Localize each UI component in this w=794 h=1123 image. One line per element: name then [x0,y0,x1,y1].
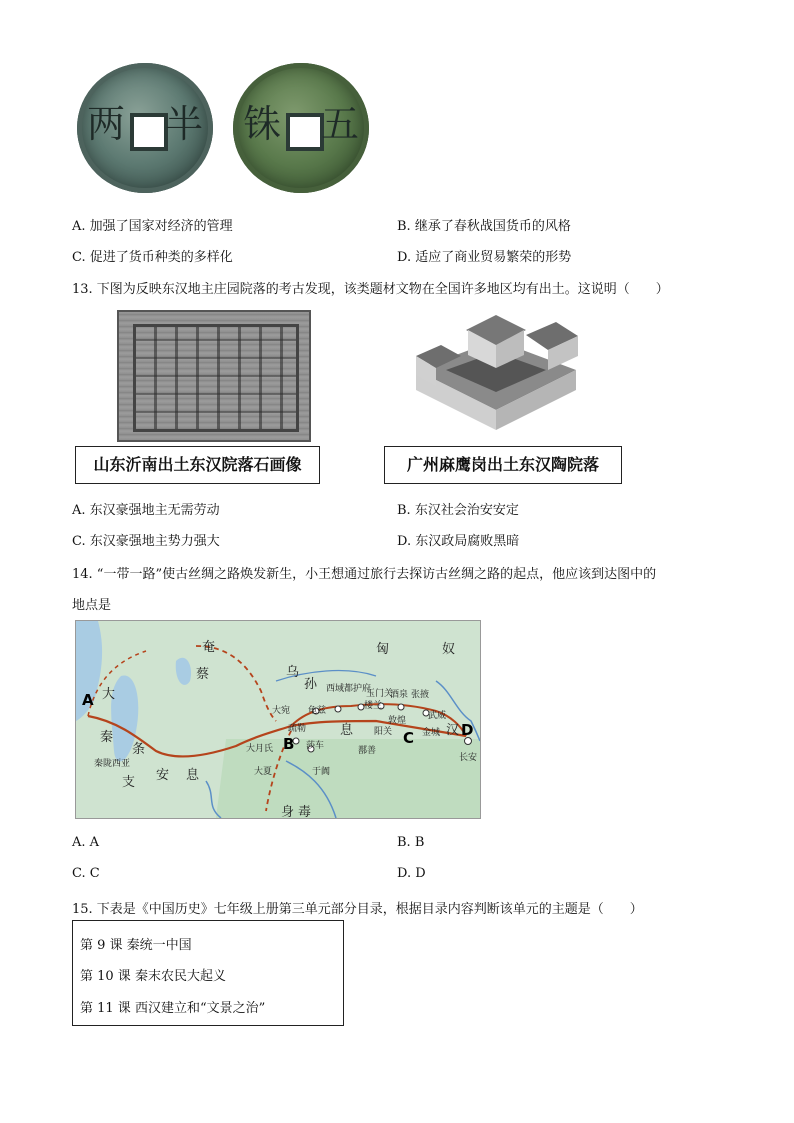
map-label-yumenguan: 玉门关 [366,689,394,699]
map-label-suoche: 莎车 [306,741,325,751]
q14-option-d[interactable]: D. D [397,866,426,881]
map-letter-b: B [283,735,295,753]
map-label-cai: 蔡 [196,667,210,682]
q14-stem-line2: 地点是 [72,598,112,613]
map-label-wu: 乌 [286,665,300,680]
map-label-zhi: 支 [122,775,136,790]
coin-char: 铢 [243,102,282,146]
q14-option-a[interactable]: A. A [72,835,100,850]
q15-stem: 15. 下表是《中国历史》七年级上册第三单元部分目录，根据目录内容判断该单元的主题是（ ） [72,902,643,917]
coin-char: 两 [87,102,126,146]
map-label-xiyu: 西域都护府 [326,684,372,694]
map-label-qiuci: 龟兹 [308,706,327,716]
banliang-coin-image [77,63,213,193]
map-label-jiuquan: 酒泉 [390,690,409,700]
toc-item: 第 11 课 西汉建立和“文景之治” [80,1001,266,1016]
map-letter-c: C [403,729,415,747]
map-label-shule: 疏勒 [288,724,307,734]
map-label-zhangye: 张掖 [411,690,430,700]
map-label-dawan: 大宛 [272,706,291,716]
q12-option-c[interactable]: C. 促进了货币种类的多样化 [72,250,233,265]
map-label-jincheng: 金城 [422,728,441,738]
map-letter-a: A [82,691,94,709]
map-label-xiong: 匈 [376,642,390,657]
map-label-dunhuang: 敦煌 [388,716,407,726]
silk-road-map [75,620,481,819]
q14-option-c[interactable]: C. C [72,866,100,881]
map-label-yangguan: 阳关 [374,727,393,737]
stone-relief-image [117,310,311,442]
map-label-qinlongxiya: 秦陇西亚 [94,759,131,769]
coin-char: 五 [320,102,359,146]
wuzhu-coin-image [233,63,369,193]
toc-item: 第 9 课 秦统一中国 [80,938,192,953]
map-label-shanshan: 鄯善 [358,746,377,756]
map-label-xi-anxi: 息 [186,768,200,783]
q12-option-d[interactable]: D. 适应了商业贸易繁荣的形势 [397,250,572,265]
toc-item: 第 10 课 秦末农民大起义 [80,969,226,984]
map-label-xi: 息 [340,723,354,738]
pottery-courtyard-image [406,300,586,440]
map-label-dayuezhi: 大月氏 [246,744,274,754]
coin-char: 半 [164,102,203,146]
map-label-daxia: 大夏 [254,767,273,777]
map-letter-d: D [461,721,474,739]
map-label-changan: 长安 [459,753,478,763]
map-label-shen: 身 [281,805,295,819]
caption-stone-relief: 山东沂南出土东汉院落石画像 [75,446,320,484]
q12-option-b[interactable]: B. 继承了春秋战国货币的风格 [397,219,571,234]
map-label-wuwei: 武威 [428,711,447,721]
table-of-contents-box [72,920,344,1026]
map-label-du: 毒 [298,805,312,819]
map-label-loulan: 楼兰 [364,701,383,711]
q14-stem-line1: 14. “一带一路”使古丝绸之路焕发新生，小王想通过旅行去探访古丝绸之路的起点，他应该到达图中的 [72,567,657,582]
q13-option-a[interactable]: A. 东汉豪强地主无需劳动 [72,503,220,518]
q12-option-a[interactable]: A. 加强了国家对经济的管理 [72,219,233,234]
map-label-sun: 孙 [304,677,318,692]
q14-option-b[interactable]: B. B [397,835,425,850]
map-label-da: 大 [102,687,116,702]
map-label-tiao: 条 [132,742,146,757]
map-label-an: 安 [156,768,170,783]
map-label-han: 汉 [446,723,460,738]
q13-option-c[interactable]: C. 东汉豪强地主势力强大 [72,534,220,549]
caption-pottery-courtyard: 广州麻鹰岗出土东汉陶院落 [384,446,622,484]
map-label-yan: 奄 [202,640,216,655]
map-label-qin: 秦 [100,730,114,745]
q13-option-b[interactable]: B. 东汉社会治安安定 [397,503,519,518]
q13-stem: 13. 下图为反映东汉地主庄园院落的考古发现，该类题材文物在全国许多地区均有出土。这说明（ ） [72,282,669,297]
map-label-nu: 奴 [442,642,456,657]
q13-option-d[interactable]: D. 东汉政局腐败黑暗 [397,534,520,549]
map-label-yutian: 于阗 [312,767,331,777]
